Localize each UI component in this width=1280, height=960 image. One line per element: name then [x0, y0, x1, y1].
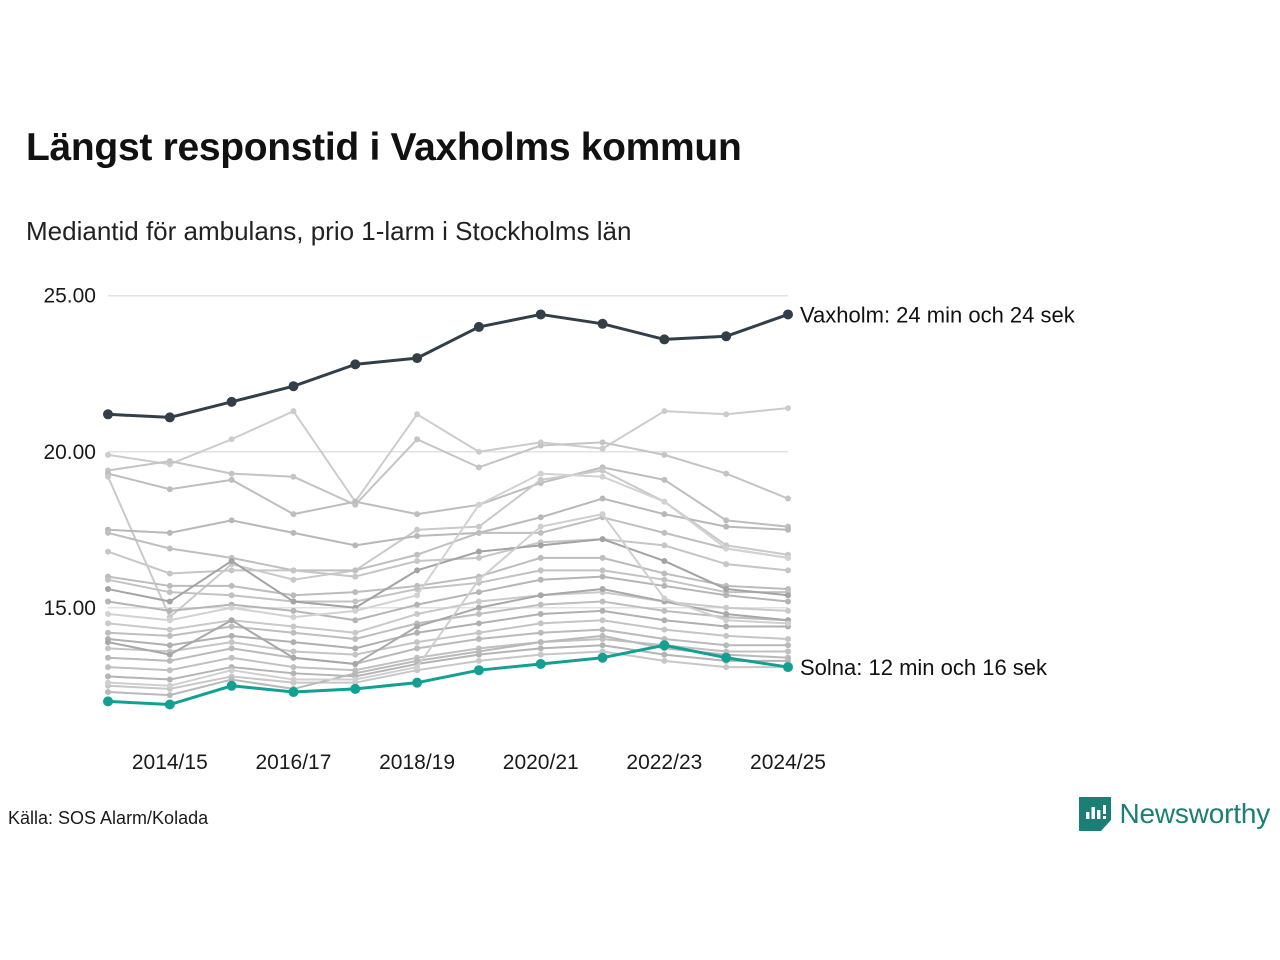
- data-point: [229, 517, 235, 523]
- data-point: [600, 496, 606, 502]
- series-line: [105, 536, 791, 611]
- data-point: [476, 502, 482, 508]
- data-point: [723, 545, 729, 551]
- data-point: [352, 645, 358, 651]
- data-point: [227, 681, 237, 691]
- data-point: [476, 449, 482, 455]
- data-point: [536, 659, 546, 669]
- data-point: [290, 599, 296, 605]
- data-point: [598, 653, 608, 663]
- page-title: Längst responstid i Vaxholms kommun: [26, 126, 742, 169]
- data-point: [229, 477, 235, 483]
- series-polyline: [108, 408, 788, 502]
- series-polyline: [108, 314, 788, 417]
- data-point: [414, 664, 420, 670]
- data-point: [229, 567, 235, 573]
- data-point: [476, 658, 482, 664]
- data-point: [598, 319, 608, 329]
- data-point: [783, 309, 793, 319]
- data-point: [105, 530, 111, 536]
- data-point: [229, 639, 235, 645]
- data-point: [661, 408, 667, 414]
- data-point: [229, 558, 235, 564]
- data-point: [352, 677, 358, 683]
- data-point: [600, 574, 606, 580]
- data-point: [723, 517, 729, 523]
- y-axis-tick-label: 25.00: [43, 284, 96, 308]
- data-point: [600, 608, 606, 614]
- data-point: [723, 605, 729, 611]
- data-point: [105, 664, 111, 670]
- data-point: [783, 662, 793, 672]
- data-point: [229, 471, 235, 477]
- data-point: [661, 652, 667, 658]
- data-point: [538, 555, 544, 561]
- data-point: [538, 524, 544, 530]
- data-point: [723, 561, 729, 567]
- data-point: [600, 555, 606, 561]
- data-point: [785, 405, 791, 411]
- data-point: [474, 322, 484, 332]
- data-point: [105, 620, 111, 626]
- data-point: [105, 599, 111, 605]
- data-point: [414, 567, 420, 573]
- data-point: [476, 620, 482, 626]
- data-point: [290, 474, 296, 480]
- data-point: [229, 605, 235, 611]
- data-point: [785, 620, 791, 626]
- data-point: [167, 608, 173, 614]
- data-point: [538, 645, 544, 651]
- data-point: [290, 408, 296, 414]
- data-point: [723, 471, 729, 477]
- data-point: [785, 555, 791, 561]
- data-point: [661, 499, 667, 505]
- data-point: [167, 627, 173, 633]
- data-point: [538, 443, 544, 449]
- chart-subtitle: Mediantid för ambulans, prio 1-larm i Stockholms län: [26, 216, 632, 246]
- y-axis-tick-label: 20.00: [43, 440, 96, 464]
- data-point: [785, 655, 791, 661]
- data-point: [167, 583, 173, 589]
- data-point: [229, 592, 235, 598]
- data-point: [105, 645, 111, 651]
- series-solna: [103, 640, 793, 709]
- data-point: [659, 640, 669, 650]
- data-point: [661, 617, 667, 623]
- data-point: [538, 652, 544, 658]
- data-point: [105, 474, 111, 480]
- data-point: [474, 665, 484, 675]
- data-point: [538, 542, 544, 548]
- data-point: [661, 608, 667, 614]
- x-axis-tick-label: 2016/17: [255, 751, 332, 774]
- data-point: [538, 530, 544, 536]
- data-point: [476, 524, 482, 530]
- x-axis-tick-label: 2018/19: [379, 751, 456, 774]
- data-point: [600, 627, 606, 633]
- data-point: [661, 570, 667, 576]
- data-point: [229, 617, 235, 623]
- data-point: [414, 436, 420, 442]
- data-point: [538, 639, 544, 645]
- annotation-vaxholm: Vaxholm: 24 min och 24 sek: [800, 302, 1075, 328]
- data-point: [414, 592, 420, 598]
- data-point: [661, 583, 667, 589]
- y-axis-tick-label: 15.00: [43, 596, 96, 620]
- x-axis-tick-label: 2020/21: [502, 751, 579, 774]
- data-point: [414, 630, 420, 636]
- data-point: [661, 542, 667, 548]
- series-line: [105, 471, 791, 624]
- data-point: [350, 359, 360, 369]
- series-line: [105, 436, 791, 508]
- data-point: [412, 353, 422, 363]
- data-point: [538, 602, 544, 608]
- data-point: [290, 664, 296, 670]
- data-point: [661, 530, 667, 536]
- data-point: [290, 670, 296, 676]
- data-point: [167, 589, 173, 595]
- data-point: [105, 630, 111, 636]
- series-line: [105, 405, 791, 505]
- data-point: [414, 645, 420, 651]
- data-point: [414, 533, 420, 539]
- data-point: [229, 645, 235, 651]
- data-point: [352, 567, 358, 573]
- data-point: [229, 583, 235, 589]
- data-point: [290, 655, 296, 661]
- x-axis-tick-label: 2014/15: [131, 751, 208, 774]
- data-point: [785, 608, 791, 614]
- data-point: [785, 642, 791, 648]
- data-point: [167, 683, 173, 689]
- data-point: [167, 530, 173, 536]
- data-point: [785, 496, 791, 502]
- source-note: Källa: SOS Alarm/Kolada: [8, 808, 209, 828]
- data-point: [290, 630, 296, 636]
- data-point: [229, 633, 235, 639]
- data-point: [167, 570, 173, 576]
- data-point: [352, 589, 358, 595]
- data-point: [476, 605, 482, 611]
- data-point: [476, 648, 482, 654]
- series-vaxholm: [103, 309, 793, 422]
- data-point: [600, 536, 606, 542]
- data-point: [167, 658, 173, 664]
- newsworthy-logo: [1078, 796, 1270, 832]
- data-point: [352, 636, 358, 642]
- data-point: [785, 648, 791, 654]
- data-point: [414, 639, 420, 645]
- data-point: [352, 617, 358, 623]
- data-point: [105, 655, 111, 661]
- logo-text: Newsworthy: [1119, 798, 1270, 829]
- data-point: [103, 696, 113, 706]
- data-point: [414, 602, 420, 608]
- data-point: [661, 595, 667, 601]
- data-point: [352, 608, 358, 614]
- data-point: [600, 439, 606, 445]
- data-point: [105, 639, 111, 645]
- x-axis-tick-label: 2022/23: [626, 751, 703, 774]
- data-point: [723, 411, 729, 417]
- data-point: [600, 617, 606, 623]
- data-point: [785, 592, 791, 598]
- data-point: [167, 667, 173, 673]
- data-point: [103, 409, 113, 419]
- series-line: [105, 599, 791, 642]
- data-point: [600, 567, 606, 573]
- data-point: [352, 574, 358, 580]
- data-point: [350, 684, 360, 694]
- data-point: [600, 511, 606, 517]
- data-point: [290, 592, 296, 598]
- data-point: [288, 687, 298, 697]
- series-line: [105, 536, 791, 579]
- data-point: [229, 436, 235, 442]
- data-point: [785, 599, 791, 605]
- newsworthy-logo-icon: [1078, 796, 1112, 832]
- data-point: [290, 567, 296, 573]
- data-point: [476, 611, 482, 617]
- data-point: [105, 680, 111, 686]
- data-point: [105, 611, 111, 617]
- data-point: [290, 530, 296, 536]
- data-point: [105, 577, 111, 583]
- data-point: [105, 452, 111, 458]
- data-point: [600, 633, 606, 639]
- data-point: [536, 309, 546, 319]
- data-point: [600, 586, 606, 592]
- data-point: [167, 545, 173, 551]
- data-point: [600, 599, 606, 605]
- data-point: [167, 486, 173, 492]
- data-point: [105, 673, 111, 679]
- data-point: [352, 630, 358, 636]
- data-point: [290, 511, 296, 517]
- data-point: [476, 636, 482, 642]
- data-point: [538, 630, 544, 636]
- data-point: [721, 653, 731, 663]
- data-point: [538, 620, 544, 626]
- data-point: [290, 608, 296, 614]
- data-point: [723, 611, 729, 617]
- data-point: [476, 589, 482, 595]
- data-point: [227, 397, 237, 407]
- data-point: [167, 677, 173, 683]
- data-point: [538, 471, 544, 477]
- data-point: [167, 642, 173, 648]
- data-point: [723, 617, 729, 623]
- data-point: [785, 567, 791, 573]
- data-point: [723, 633, 729, 639]
- data-point: [661, 511, 667, 517]
- data-point: [229, 655, 235, 661]
- line-chart: [0, 255, 1280, 795]
- data-point: [352, 670, 358, 676]
- data-point: [661, 658, 667, 664]
- data-point: [414, 411, 420, 417]
- data-point: [414, 511, 420, 517]
- data-point: [352, 661, 358, 667]
- data-point: [661, 477, 667, 483]
- data-point: [723, 624, 729, 630]
- data-point: [414, 527, 420, 533]
- data-point: [721, 331, 731, 341]
- data-point: [538, 577, 544, 583]
- data-point: [229, 667, 235, 673]
- data-point: [290, 624, 296, 630]
- data-point: [165, 700, 175, 710]
- data-point: [105, 689, 111, 695]
- series-line: [105, 514, 791, 573]
- data-point: [600, 446, 606, 452]
- data-point: [167, 617, 173, 623]
- data-point: [600, 474, 606, 480]
- data-point: [600, 467, 606, 473]
- data-point: [661, 577, 667, 583]
- data-point: [352, 652, 358, 658]
- data-point: [167, 599, 173, 605]
- data-point: [290, 639, 296, 645]
- data-point: [538, 477, 544, 483]
- data-point: [661, 558, 667, 564]
- data-point: [785, 527, 791, 533]
- data-point: [476, 630, 482, 636]
- data-point: [414, 624, 420, 630]
- data-point: [659, 334, 669, 344]
- data-point: [723, 524, 729, 530]
- data-point: [785, 636, 791, 642]
- chart-container: [0, 255, 1280, 795]
- data-point: [661, 627, 667, 633]
- series-line: [105, 496, 791, 549]
- data-point: [352, 542, 358, 548]
- data-point: [167, 633, 173, 639]
- data-point: [167, 692, 173, 698]
- data-point: [414, 552, 420, 558]
- data-point: [352, 499, 358, 505]
- data-point: [290, 577, 296, 583]
- data-point: [538, 567, 544, 573]
- data-point: [723, 642, 729, 648]
- data-point: [288, 381, 298, 391]
- data-point: [290, 677, 296, 683]
- data-point: [476, 530, 482, 536]
- data-point: [476, 577, 482, 583]
- data-point: [723, 664, 729, 670]
- data-point: [414, 558, 420, 564]
- data-point: [165, 412, 175, 422]
- x-axis-tick-label: 2024/25: [750, 751, 826, 774]
- data-point: [723, 586, 729, 592]
- data-point: [229, 624, 235, 630]
- data-point: [412, 678, 422, 688]
- data-point: [352, 599, 358, 605]
- data-point: [290, 614, 296, 620]
- data-point: [105, 549, 111, 555]
- data-point: [476, 599, 482, 605]
- data-point: [538, 514, 544, 520]
- data-point: [414, 611, 420, 617]
- data-point: [661, 452, 667, 458]
- data-point: [538, 611, 544, 617]
- data-point: [723, 592, 729, 598]
- data-point: [476, 464, 482, 470]
- data-point: [105, 586, 111, 592]
- data-point: [167, 652, 173, 658]
- data-point: [476, 555, 482, 561]
- data-point: [538, 592, 544, 598]
- data-point: [290, 648, 296, 654]
- annotation-solna: Solna: 12 min och 16 sek: [800, 655, 1048, 681]
- data-point: [476, 549, 482, 555]
- data-point: [600, 642, 606, 648]
- data-point: [167, 458, 173, 464]
